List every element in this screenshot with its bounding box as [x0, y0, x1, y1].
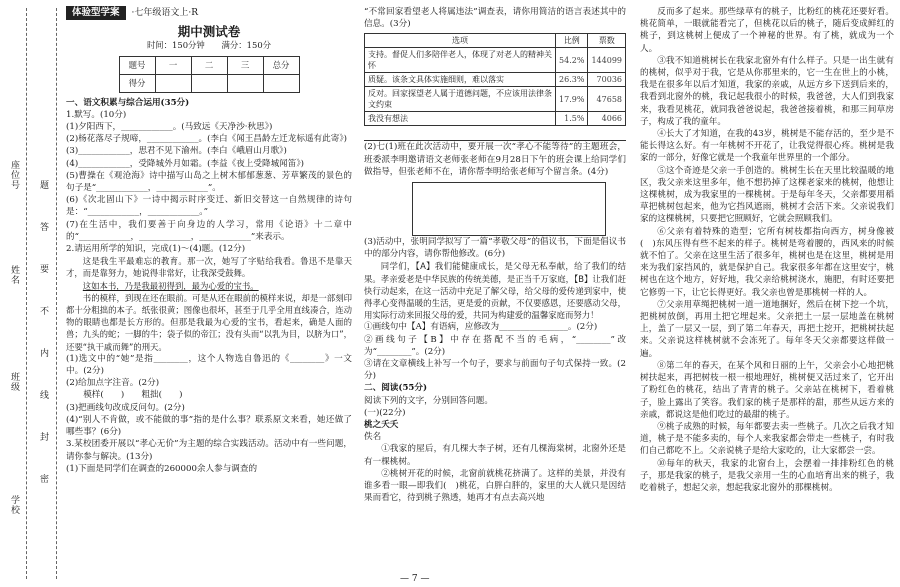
section-heading: 一、语文积累与综合运用(35分) [66, 97, 190, 108]
seal-line [56, 8, 57, 579]
article-paragraph: ③我不知道桃树长在我家北窗外有什么样子。只是一出生就有的桃树，似乎对于我，它是从你那里来的，它一生在世上的小桃，我是在很多年以后才知道，我家的亲戚，从远方乡下送到后来的，我看到北窗外的桃，我记起我很小的时候，我爸爸，大人们到我家来，我看见桃花，就同我爸爸说起，我爸爸接着桃，和那三间草房子，构成了我的童年。 [640, 55, 894, 127]
question-item: (1)下面是同学们在调查的260000余人参与调查的 [66, 463, 258, 474]
column-2 [364, 6, 626, 574]
passage-underlined: 这如本书，乃是我最初得到，最为心爱的宝书。 [82, 280, 259, 291]
question-item: (4)____________，受降城外月如霜。(李益《夜上受降城闻笛》) [66, 158, 305, 169]
question: 3.某校团委开展以“孝心无价”为主题的综合实践活动。活动中有一些问题，请你参与解决。(13分) [66, 439, 352, 462]
proposal-passage: 同学们，【A】我们能健康成长，是父母无私奉献，给了我们的结果。孝亲爱老是中华民族的传统美德，是正当千万家庭，【B】让我们赶快行动起来，在这一活动中充足了解父母，给父母的爱传递到家中，使得孝心变得温暖的生活，更是爱的贡献，不仅要感恩，还要感动父母，用实际行动来回报父母的爱，共同为构建爱的温馨家庭而努力！ [364, 261, 626, 321]
score-cell: 总分 [263, 56, 299, 74]
question-item: (5)曹操在《观沧海》诗中描写山岛之上树木郁郁葱葱、芳草繁茂的景色的句子是“____________，____________”。 [66, 170, 352, 194]
article-title: 桃之夭夭 [364, 420, 399, 431]
survey-ratio: 54.2% [556, 48, 588, 73]
instruction: 阅读下列的文字，分别回答问题。 [364, 395, 493, 406]
article-paragraph: ⑦父亲用草绳把桃树一道一道地捆好，然后在树下挖一个坑，把桃树放倒，再用土把它埋起来。父亲把土一层一层地盖在桃树上，盖了一层又一层，到了第二年春天，再把土挖开，把桃树扶起来。父亲说这样桃树就不会冻死了。每年冬天父亲都要这样做一遍。 [640, 299, 894, 359]
article-paragraph: ⑨桃子成熟的时候，每年都要去卖一些桃子。几次之后我才知道，桃子是不能多卖的，每个人来我家都会带走一些桃子，有时我们自己都吃不上。父亲说桃子是给大家吃的，让大家都尝一尝。 [640, 421, 894, 457]
seal-char: 不 [40, 307, 50, 317]
subsection-heading: (一)(22分) [364, 407, 406, 418]
survey-option: 反对。回家探望老人属于道德问题，不应该用法律条文约束 [365, 87, 556, 112]
section-heading: 二、阅读(55分) [364, 383, 428, 394]
column-1 [66, 6, 352, 581]
survey-votes: 144099 [588, 48, 626, 73]
header-subtitle: ·七年级语文上·R [131, 8, 199, 18]
question-item: ②画线句子【B】中存在搭配不当的毛病，“________”改为“________”。(2分) [364, 334, 626, 357]
survey-votes: 47658 [588, 87, 626, 112]
score-cell: 题号 [119, 56, 155, 74]
survey-ratio: 1.5% [556, 112, 588, 126]
survey-option: 支持。督促人们多陪伴老人，体现了对老人的精神关怀 [365, 48, 556, 73]
question-item: (1)选文中的“她”是指________，这个人物选自鲁迅的《________》一文中。(2分) [66, 353, 352, 377]
survey-votes: 70036 [588, 73, 626, 87]
article-paragraph: ⑩每年的秋天，我家的北窗台上，会摆着一排排粉红色的桃子，那是我家的桃子，是我父亲用一生的心血培育出来的桃子，我吃着桃子，想起父亲，想起我家北窗外的那棵桃树。 [640, 458, 894, 493]
article-paragraph: ②桃树开花的时候，北窗前就桃花挤满了。这样的美景，并没有谁多看一眼—即我们( )桃花，白胖白胖的，家里的大人就只是因结果而看它，待到桃子熟透，她再才有点去高兴地 [364, 468, 626, 504]
score-cell: 一 [155, 56, 191, 74]
article-paragraph: ①我家的屋后，有几棵大李子树，还有几棵海棠树，北窗外还是有一棵桃树。 [364, 444, 626, 467]
fold-line [26, 8, 27, 579]
question-item: “不常回家看望老人将属违法”调查表，请你用简洁的语言表述其中的信息。(3分) [364, 7, 626, 30]
question-item: (3)____________，思君不见下渝州。(李白《峨眉山月歌》) [66, 146, 287, 157]
article-paragraph: ⑤这个奇迹是父亲一手创造的。桃树生长在天里比较温暖的地区，我父亲来这里多年，他不想扔掉了这棵老家来的桃树，他想让这棵桃树，成为我家里的一棵桃树。于是每年冬天，父亲都要用稻草把桃树包起来，他为它挡风遮雨，桃树才会活下来。父亲说我们家的这棵桃树，只要把它照顾好，它就会照顾我们。 [640, 165, 894, 225]
question-item: (2)七(1)班在此次活动中，要开展一次“孝心不能等待”的主题班会，班委派李明邀请语文老师张老师在9月28日下午的班会课上给同学们做指导，但张老师不在，请你帮李明给张老师写个留言条。(4分) [364, 142, 626, 177]
survey-header: 选项 [365, 34, 556, 48]
seal-char: 内 [40, 349, 50, 359]
score-input[interactable] [191, 74, 227, 92]
survey-votes: 4066 [588, 112, 626, 126]
question-item: (3)活动中，张明同学拟写了一篇“孝敬父母”的倡议书，下面是倡议书中的部分内容，请你帮他修改。(6分) [364, 237, 626, 260]
article-paragraph: 反而多了起来。那些绿草有的桃子，比粉红的桃花还要好看。桃花简单，一眼就能看完了，但桃花以后的桃子，随后变成鲜红的桃子，到这桃树上便成了一个神秘的世界。有了桃，就成为一个人。 [640, 7, 894, 54]
question-item: (4)“别人不肯做，或不能做的事”指的是什么事？联系原文来看，她还做了哪些事？(6分) [66, 414, 352, 438]
page-number: — 7 — [400, 574, 430, 584]
brand-logo: 体验型学案 [66, 6, 126, 20]
seat-number-label: 座位号 [9, 160, 19, 190]
score-cell: 三 [227, 56, 263, 74]
question-item: (6)《次北固山下》一诗中揭示时序变迁、新旧交替这一自然规律的诗句是：“____________，____________。” [66, 195, 352, 218]
article-paragraph: ⑧第二年的春天，在某个风和日丽的上午，父亲会小心地把桃树扶起来，再把树枝一根一根地理好，桃树便又活过来了，它开出了粉红色的桃花，结出了青青的桃子。父亲站在桃树下，看着桃子，脸上露出了笑容。我们家的桃子是那样的甜，那些从远方来的亲戚，都说这是他们吃过的最甜的桃子。 [640, 360, 894, 420]
binding-strip [0, 0, 60, 587]
column-3 [640, 6, 894, 581]
name-label: 姓名 [9, 265, 19, 285]
score-cell: 得分 [119, 74, 155, 92]
survey-option: 我没有想法 [365, 112, 556, 126]
header [66, 6, 352, 20]
score-input[interactable] [263, 74, 299, 92]
seal-char: 要 [40, 265, 50, 275]
seal-char: 题 [40, 181, 50, 191]
article-paragraph: ⑥父亲有着特殊的造型；它所有树枝都指向西方，树身像被( )东风压得有些不起来的样子。桃树是弯着腰的，西风来的时候就不怕了。父亲在这里生活了很多年，桃树也是在这里，桃树是用来为我们家挡风的，就是保护自己。我家很多年都在这里安宁，桃树也在这个地方，好好地，我父亲给桃树浇水，施肥，有时还要把它修剪一下，让它长得更好。我父亲也曾是那桃树一样的人。 [640, 226, 894, 298]
survey-header: 票数 [588, 34, 626, 48]
score-cell: 二 [191, 56, 227, 74]
question-item: (7)在生活中，我们要善于向身边的人学习，常用《论语》十二章中的“____________，____________，____________”来表示。 [66, 219, 352, 242]
survey-ratio: 17.9% [556, 87, 588, 112]
question: 1.默写。(10分) [66, 109, 127, 120]
page-title: 期中测试卷 [177, 24, 241, 40]
seal-char: 线 [40, 391, 50, 401]
message-answer-box[interactable] [412, 182, 606, 236]
answer-line[interactable] [364, 129, 626, 141]
time-score-info: 时间：150分钟 满分：150分 [146, 40, 272, 51]
question-item: (2)杨花落尽子规啼，____________。(李白《闻王昌龄左迁龙标遥有此寄》) [66, 134, 347, 145]
passage-paragraph: 书的模样，到现在还在眼前。可是从还在眼前的模样来说，却是一部刻印都十分粗拙的本子。纸张很黄；图像也很坏，甚至于几乎全用直线凑合，连动物的眼睛也都是长方形的。但那是我最为心爱的宝书，看起来，确是人面的兽；九头的蛇；一脚的牛；袋子似的帝江；没有头而“以乳为目，以脐为口”，还要“执干戚而舞”的刑天。 [66, 292, 352, 352]
question-item: 模样( ) 粗拙( ) [83, 390, 183, 401]
question-item: ③请在文章横线上补写一个句子，要求与前面句子句式保持一致。(2分) [364, 359, 626, 382]
school-label: 学校 [9, 495, 19, 515]
survey-table [364, 33, 626, 126]
survey-header: 比例 [556, 34, 588, 48]
seal-char: 封 [40, 433, 50, 443]
score-input[interactable] [155, 74, 191, 92]
score-table [119, 56, 300, 93]
article-paragraph: ④长大了才知道，在我的43岁，桃树是不能存活的，至少是不能长得这么好。有一年桃树不开花了，让我觉得很心疼。桃树是我家的一部分，好像它就是一个我童年世界里的一个部分。 [640, 129, 894, 164]
score-input[interactable] [227, 74, 263, 92]
passage-paragraph: 这是我生平最难忘的教育。那一次，她写了字贴给我看。鲁迅不是靠天才，而是靠努力，她说得非常好，让我深受鼓舞。 [66, 256, 352, 279]
seal-char: 密 [40, 475, 50, 485]
class-label: 班级 [9, 372, 19, 392]
question-item: ①画线句中【A】有语病，应修改为________________。(2分) [364, 322, 598, 333]
survey-option: 质疑。该条文具体实施细则，难以落实 [365, 73, 556, 87]
seal-char: 答 [40, 223, 50, 233]
question-item: (3)把画线句改成反问句。(2分) [66, 402, 185, 413]
question-item: (1)夕阳西下，____________。(马致远《天净沙·秋思》) [66, 122, 273, 133]
question-item: (2)给加点字注音。(2分) [66, 378, 160, 389]
question: 2.请运用所学的知识，完成(1)～(4)题。(12分) [66, 244, 246, 255]
article-author: 佚名 [364, 432, 382, 443]
survey-ratio: 26.3% [556, 73, 588, 87]
